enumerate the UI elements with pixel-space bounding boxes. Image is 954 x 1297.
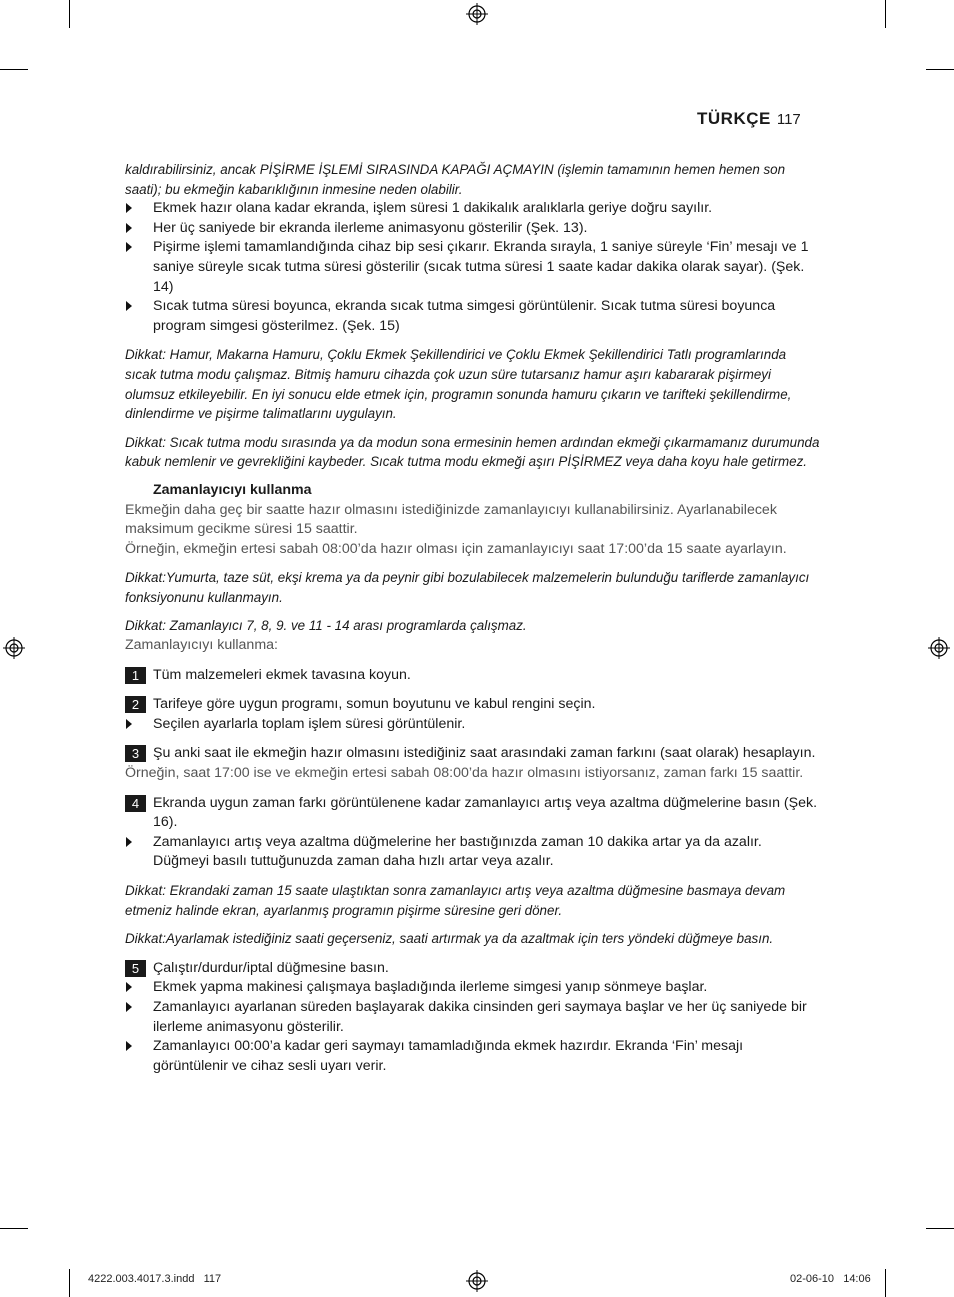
step-number: 2 <box>125 696 146 713</box>
bullet-arrow-icon <box>126 223 132 233</box>
footer-file: 4222.003.4017.3.indd 117 <box>88 1273 222 1285</box>
bullet-text: Zamanlayıcı 00:00’a kadar geri saymayı tamamladığında ekmek hazırdır. Ekranda ‘Fin’ mesajı görüntülenir ve cihaz sesli uyarı verir. <box>153 1038 744 1074</box>
page-header <box>697 109 819 129</box>
page-content <box>125 160 820 1076</box>
caution-note: Dikkat: Sıcak tutma modu sırasında ya da modun sona ermesinin hemen ardından ekmeği çıkarmamanız durumunda kabuk nemlenir ve gevrekliğini kaybeder. Sıcak tutma modu ekmeği aşırı PİŞİRMEZ veya daha koyu hale getirmez. <box>125 434 820 470</box>
step-number: 1 <box>125 667 146 684</box>
caution-note: Dikkat:Ayarlamak istediğiniz saati geçerseniz, saati artırmak ya da azaltmak için ters yöndeki düğmeye basın. <box>125 931 774 947</box>
crop-mark <box>885 0 886 28</box>
instruction-label: Zamanlayıcıyı kullanma: <box>125 637 278 654</box>
section-paragraph: Ekmeğin daha geç bir saatte hazır olmasını istediğinizde zamanlayıcıyı kullanabilirsiniz. Ayarlanabilecek maksimum gecikme süresi 15 saattir. <box>125 501 777 538</box>
example-text: Örneğin, saat 17:00 ise ve ekmeğin ertesi sabah 08:00’da hazır olmasını istiyorsanız, zaman farkı 15 saattir. <box>125 765 804 782</box>
language-label: TÜRKÇE <box>697 109 771 128</box>
bullet-text: Sıcak tutma süresi boyunca, ekranda sıcak tutma simgesi görüntülenir. Sıcak tutma süresi boyunca program simgesi gösterilmez. (Şek. 15) <box>153 298 776 334</box>
footer-date: 02-06-10 14:06 <box>790 1273 871 1285</box>
step-text: Şu anki saat ile ekmeğin hazır olmasını istediğiniz saat arasındaki zaman farkını (saat olarak) hesaplayın. <box>153 745 816 762</box>
bullet-arrow-icon <box>126 301 132 311</box>
crop-mark <box>69 1269 70 1297</box>
step-item <box>125 744 820 764</box>
bullet-arrow-icon <box>126 203 132 213</box>
crop-mark <box>926 1228 954 1229</box>
list-item <box>125 238 820 297</box>
step-item <box>125 666 820 686</box>
crop-mark <box>885 1269 886 1297</box>
step-number: 5 <box>125 960 146 977</box>
list-item <box>125 978 820 998</box>
step-item <box>125 959 820 979</box>
caution-note: Dikkat: Ekrandaki zaman 15 saate ulaştıktan sonra zamanlayıcı artış veya azaltma düğmesine basmaya devam etmeniz halinde ekran, ayarlanmış programın pişirme süresine geri döner. <box>125 883 786 918</box>
intro-note: kaldırabilirsiniz, ancak PİŞİRME İŞLEMİ SIRASINDA KAPAĞI AÇMAYIN (işlemin tamamının hemen hemen son saati); bu ekmeğin kabarıklığının inmesine neden olabilir. <box>125 162 786 197</box>
step-text: Tüm malzemeleri ekmek tavasına koyun. <box>153 666 411 683</box>
caution-note: Dikkat: Zamanlayıcı 7, 8, 9. ve 11 - 14 arası programlarda çalışmaz. <box>125 618 527 634</box>
crop-mark <box>69 0 70 28</box>
list-item <box>125 998 820 1037</box>
section-paragraph: Örneğin, ekmeğin ertesi sabah 08:00’da hazır olması için zamanlayıcıyı saat 17:00’da 15 saate ayarlayın. <box>125 540 787 557</box>
list-item <box>125 297 820 336</box>
bullet-text: Ekmek hazır olana kadar ekranda, işlem süresi 1 dakikalık aralıklarla geriye doğru sayılır. <box>153 200 713 217</box>
step-text: Ekranda uygun zaman farkı görüntülenene kadar zamanlayıcı artış veya azaltma düğmelerine basın (Şek. 16). <box>153 794 818 831</box>
list-item <box>125 199 820 219</box>
crop-mark <box>0 69 28 70</box>
bullet-text: Zamanlayıcı ayarlanan süreden başlayarak dakika cinsinden geri saymaya başlar ve her üç saniyede bir ilerleme animasyonu gösterilir. <box>153 998 807 1035</box>
caution-note: Dikkat: Hamur, Makarna Hamuru, Çoklu Ekmek Şekillendirici ve Çoklu Ekmek Şekillendirici Tatlı programlarında sıcak tutma modu çalışmaz. Bitmiş hamuru cihazda çok uzun süre tutarsanız hamur aşırı kabararak pişirmeyi olumsuz etkileyebilir. En iyi sonucu elde etmek için, programın sonunda hamuru çıkarın ve tarifteki şekillendirme, dinlendirme ve pişirme talimatlarını uygulayın. <box>125 347 792 422</box>
bullet-text: Zamanlayıcı artış veya azaltma düğmelerine her bastığınızda zaman 10 dakika artar ya da azalır. Düğmeyi basılı tuttuğunuzda zaman daha hızlı artar veya azalır. <box>153 833 762 870</box>
step-text: Çalıştır/durdur/iptal düğmesine basın. <box>153 959 389 976</box>
bullet-arrow-icon <box>126 1041 132 1051</box>
bullet-text: Pişirme işlemi tamamlandığında cihaz bip sesi çıkarır. Ekranda sırayla, 1 saniye süreyle ‘Fin’ mesajı ve 1 saniye süreyle sıcak tutma süresi gösterilir (sıcak tutma süresi 1 saate kadar dakika olarak sayar). (Şek. 14) <box>153 239 809 295</box>
list-item <box>125 715 820 735</box>
list-item <box>125 833 820 872</box>
bullet-arrow-icon <box>126 242 132 252</box>
list-item <box>125 1037 820 1076</box>
bullet-arrow-icon <box>126 982 132 992</box>
section-title: Zamanlayıcıyı kullanma <box>153 481 312 498</box>
bullet-arrow-icon <box>126 1002 132 1012</box>
bullet-arrow-icon <box>126 837 132 847</box>
list-item <box>125 219 820 239</box>
step-item <box>125 695 820 715</box>
registration-mark-icon <box>3 637 25 659</box>
step-number: 4 <box>125 795 146 812</box>
bullet-text: Seçilen ayarlarla toplam işlem süresi görüntülenir. <box>153 715 466 732</box>
crop-mark <box>0 1228 28 1229</box>
registration-mark-icon <box>928 637 950 659</box>
bullet-text: Ekmek yapma makinesi çalışmaya başladığında ilerleme simgesi yanıp sönmeye başlar. <box>153 979 708 996</box>
bullet-text: Her üç saniyede bir ekranda ilerleme animasyonu gösterilir (Şek. 13). <box>153 219 588 236</box>
crop-mark <box>926 69 954 70</box>
caution-note: Dikkat:Yumurta, taze süt, ekşi krema ya da peynir gibi bozulabilecek malzemelerin bulunduğu tariflerde zamanlayıcı fonksiyonunu kullanmayın. <box>125 570 810 605</box>
step-item <box>125 794 820 833</box>
registration-mark-icon <box>466 1270 488 1292</box>
step-text: Tarifeye göre uygun programı, somun boyutunu ve kabul rengini seçin. <box>153 696 596 713</box>
registration-mark-icon <box>466 3 488 25</box>
bullet-arrow-icon <box>126 719 132 729</box>
step-number: 3 <box>125 745 146 762</box>
page-number: 117 <box>776 111 801 128</box>
